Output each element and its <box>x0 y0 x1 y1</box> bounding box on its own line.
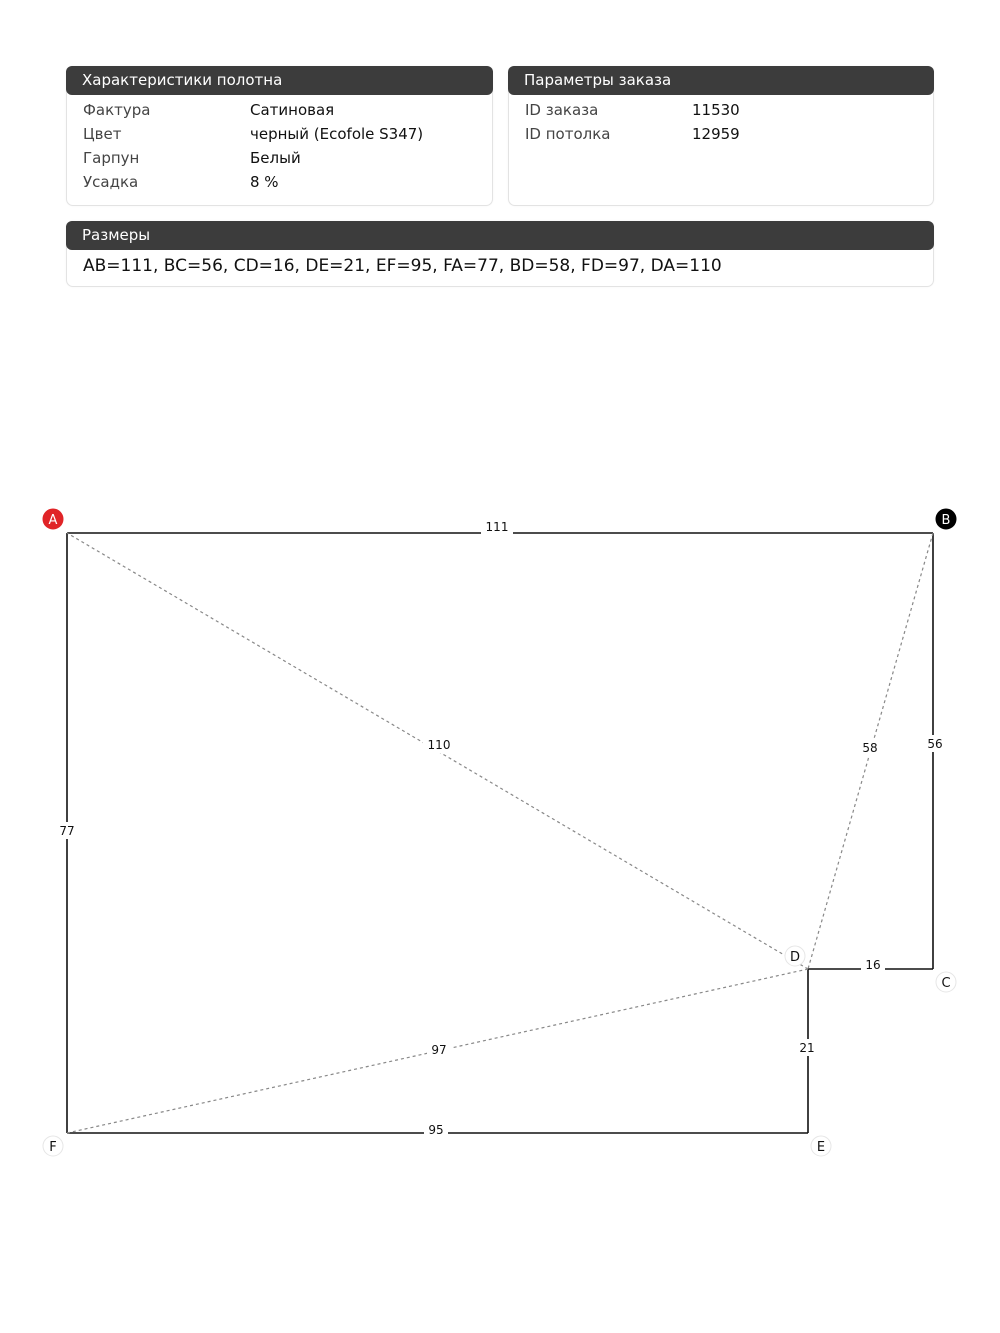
prop-key: Усадка <box>83 173 139 191</box>
vertex-label-E: E <box>816 1140 826 1155</box>
edge-length-FD: 97 <box>431 1043 447 1057</box>
vertex-label-D: D <box>789 950 801 965</box>
order-key: ID потолка <box>525 125 611 143</box>
vertex-label-F: F <box>49 1140 57 1155</box>
edge-length-DA: 110 <box>427 738 451 752</box>
edge-length-EF: 95 <box>428 1123 444 1137</box>
prop-key: Цвет <box>83 125 122 143</box>
sizes-title: Размеры <box>66 221 934 250</box>
edge-length-AB: 111 <box>485 520 509 534</box>
vertex-label-B: B <box>941 513 951 528</box>
order-key: ID заказа <box>525 101 599 119</box>
sizes-text: AB=111, BC=56, CD=16, DE=21, EF=95, FA=77, BD=58, FD=97, DA=110 <box>83 256 722 276</box>
prop-value: 8 % <box>250 173 279 191</box>
edge-length-BD: 58 <box>862 741 878 755</box>
prop-key: Фактура <box>83 101 151 119</box>
prop-value: черный (Ecofole S347) <box>250 125 424 143</box>
edge-length-DE: 21 <box>799 1041 815 1055</box>
canvas-props-title: Характеристики полотна <box>66 66 493 95</box>
prop-value: Сатиновая <box>250 101 335 119</box>
order-value: 12959 <box>692 125 740 143</box>
order-value: 11530 <box>692 101 740 119</box>
vertex-label-C: C <box>941 976 951 991</box>
edge-length-CD: 16 <box>865 958 881 972</box>
prop-key: Гарпун <box>83 149 140 167</box>
edge-length-BC: 56 <box>927 737 943 751</box>
order-params-title: Параметры заказа <box>508 66 934 95</box>
prop-value: Белый <box>250 149 301 167</box>
vertex-label-A: A <box>48 513 58 528</box>
edge-length-FA: 77 <box>59 824 75 838</box>
